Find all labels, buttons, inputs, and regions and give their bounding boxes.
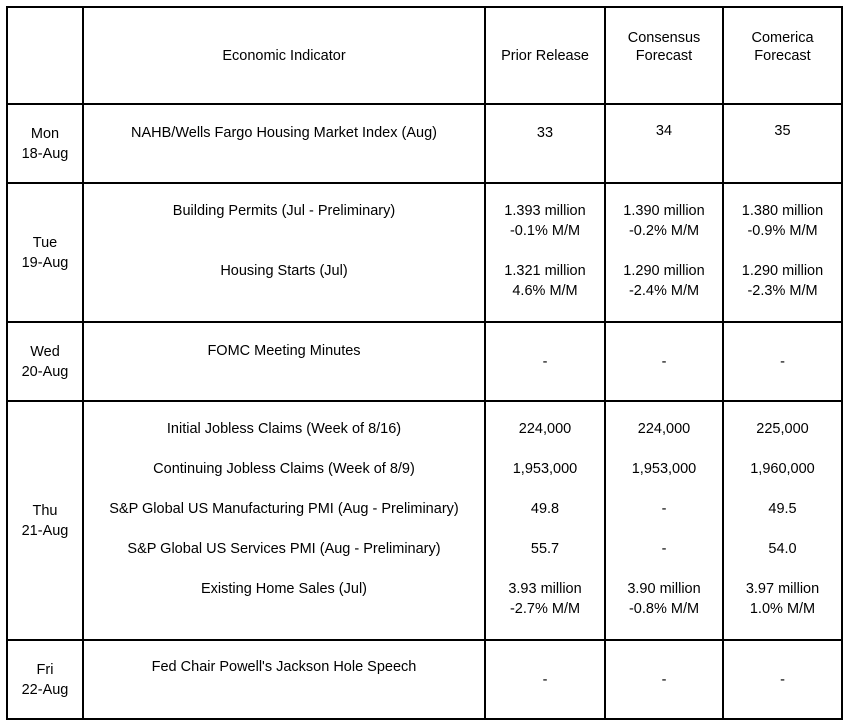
prior-cell: 1.393 million -0.1% M/M 1.321 million 4.6% M/M [485,183,605,322]
prior-cell: - [485,640,605,719]
comerica-cell: 225,000 1,960,000 49.5 54.0 3.97 million 1.0% M/M [723,401,842,640]
consensus-cell: - [605,322,723,401]
date-cell: Tue 19-Aug [7,183,83,322]
date-cell: Thu 21-Aug [7,401,83,640]
date-cell: Wed 20-Aug [7,322,83,401]
table-row [7,104,842,183]
consensus-cell: 1.390 million -0.2% M/M 1.290 million -2.4% M/M [605,183,723,322]
comerica-cell: - [723,322,842,401]
table-row [7,322,842,401]
indicator-cell: FOMC Meeting Minutes [83,322,485,401]
comerica-cell: 1.380 million -0.9% M/M 1.290 million -2.3% M/M [723,183,842,322]
consensus-cell: - [605,640,723,719]
comerica-cell: - [723,640,842,719]
consensus-cell: 34 [605,104,723,183]
comerica-header: Comerica Forecast [723,7,842,104]
prior-cell: 224,000 1,953,000 49.8 55.7 3.93 million -2.7% M/M [485,401,605,640]
consensus-header: Consensus Forecast [605,7,723,104]
date-cell: Fri 22-Aug [7,640,83,719]
header-row [7,7,842,104]
date-header [7,7,83,104]
table-row [7,640,842,719]
prior-header: Prior Release [485,7,605,104]
table-row [7,183,842,322]
date-cell: Mon 18-Aug [7,104,83,183]
comerica-cell: 35 [723,104,842,183]
consensus-cell: 224,000 1,953,000 - - 3.90 million -0.8% M/M [605,401,723,640]
prior-cell: 33 [485,104,605,183]
table-row [7,401,842,640]
prior-cell: - [485,322,605,401]
indicator-cell: NAHB/Wells Fargo Housing Market Index (Aug) [83,104,485,183]
indicator-cell: Fed Chair Powell's Jackson Hole Speech [83,640,485,719]
indicator-header: Economic Indicator [83,7,485,104]
economic-calendar-table [6,6,843,720]
indicator-cell: Initial Jobless Claims (Week of 8/16) Continuing Jobless Claims (Week of 8/9) S&P Global US Manufacturing PMI (Aug - Preliminary) S&P Global US Services PMI (Aug - Preliminary) Existing Home Sales (Jul) [83,401,485,640]
indicator-cell: Building Permits (Jul - Preliminary) Housing Starts (Jul) [83,183,485,322]
